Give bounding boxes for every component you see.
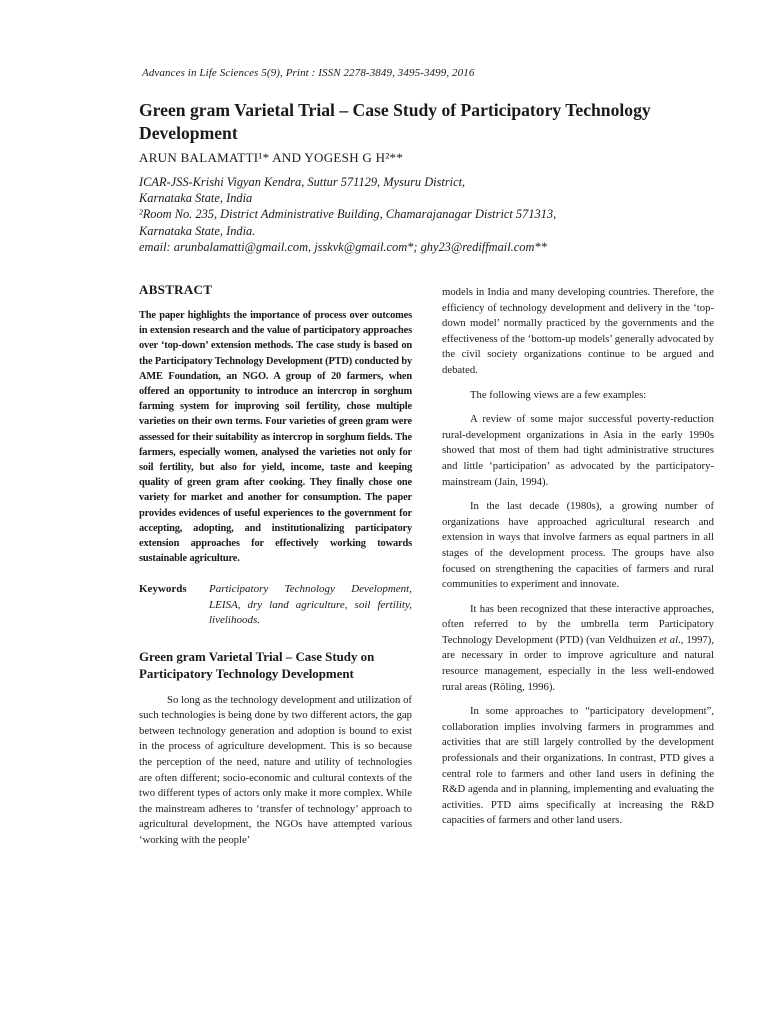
journal-header: Advances in Life Sciences 5(9), Print : ISSN 2278-3849, 3495-3499, 2016 [142, 67, 475, 79]
paper-title: Green gram Varietal Trial – Case Study of Participatory Technology Development [139, 100, 651, 143]
text-run: It has been recognized that these interactive approaches, often referred to by the umbrella term Participatory Technology Development (PTD) (van Veldhuizen [442, 602, 714, 646]
italic-text-run: et al [659, 633, 679, 646]
body-paragraph: A review of some major successful poverty-reduction rural-development organizations in Asia in the early 1990s showed that most of them had tight administrative structures and little ‘participation’ as advocated by the participatory-mainstream (Jain, 1994). [442, 413, 714, 488]
body-paragraph: models in India and many developing countries. Therefore, the efficiency of technology development and delivery in the ‘top-down model’ normally practiced by the governments and the effectiveness of the ‘bottom-up models’ generally advocated by the civil society organizations continue to be argued and debated. [442, 286, 714, 376]
keywords-block [139, 582, 412, 628]
body-paragraph [442, 602, 714, 696]
affiliation-line: ICAR-JSS-Krishi Vigyan Kendra, Suttur 571129, Mysuru District, [139, 175, 466, 189]
body-paragraph: The following views are a few examples: [470, 388, 647, 401]
right-column [442, 285, 714, 838]
author-line: ARUN BALAMATTI¹* AND YOGESH G H²** [139, 150, 404, 165]
abstract-text: The paper highlights the importance of process over outcomes in extension research and the value of participatory approaches over ‘top-down’ extension methods. The case study is based on the Participatory Technology Development (PTD) conducted by AME Foundation, an NGO. A group of 20 farmers, when offered an opportunity to introduce an intercrop in sorghum farming system for improving soil fertility, chose multiple varieties on their own terms. Four varieties of green gram were assessed for their suitability as intercrop in sorghum fields. The farmers, especially women, analysed the varieties not only for soil fertility, but also for yield, income, taste and keeping quality of green gram after cooking. They finally chose one variety for market and another for consumption. The paper provides evidences of useful experiences to the government for accepting, adopting, and institutionalizing participatory extension approaches for effectively working towards sustainable agriculture. [139, 310, 412, 565]
text-run: ., 1997), are necessary in order to improve agriculture and natural resource management, especially in the less well-endowed rural areas (Röling, 1996). [442, 633, 715, 693]
body-paragraph: So long as the technology development and utilization of such technologies is being done by two different actors, the gap between technology generation and adoption is bound to exist in the process of agriculture development. This is so because the perception of the need, nature and utility of technologies are often different; socio-economic and cultural contexts of the two different types of actors only make it more complex. While the mainstream adheres to ‘transfer of technology’ approach to agricultural development, the NGOs have attempted various ‘working with the people’ [139, 693, 412, 847]
abstract-heading: ABSTRACT [139, 282, 213, 297]
keywords-label: Keywords [139, 583, 187, 596]
left-column [139, 282, 412, 849]
affiliation-line: Karnataka State, India [139, 191, 253, 206]
affiliation-line: Karnataka State, India. [139, 223, 256, 238]
affiliation-block [139, 174, 739, 255]
email-line: email: arunbalamatti@gmail.com, jsskvk@gmail.com*; ghy23@rediffmail.com** [139, 239, 547, 254]
affiliation-line: ²Room No. 235, District Administrative Building, Chamarajanagar District 571313, [139, 207, 557, 222]
body-paragraph: In some approaches to “participatory development”, collaboration implies involving farmers in programmes and activities that are still largely controlled by the development professionals and their organizations. In contrast, PTD gives a central role to farmers and other land users in defining the R&D agenda and in planning, implementing and evaluating the activities. PTD aims specifically at increasing the R&D capacities of farmers and other land users. [442, 705, 714, 827]
keywords-text: Participatory Technology Development, LEISA, dry land agriculture, soil fertility, livelihoods. [209, 583, 412, 627]
section-heading: Green gram Varietal Trial – Case Study on Participatory Technology Development [139, 649, 375, 681]
body-paragraph: In the last decade (1980s), a growing number of organizations have approached agricultural research and extension in ways that involve farmers as equal partners in all stages of the development process. The groups have also focused on strengthening the capacities of farmers and rural communities to experiment and innovate. [442, 500, 714, 591]
